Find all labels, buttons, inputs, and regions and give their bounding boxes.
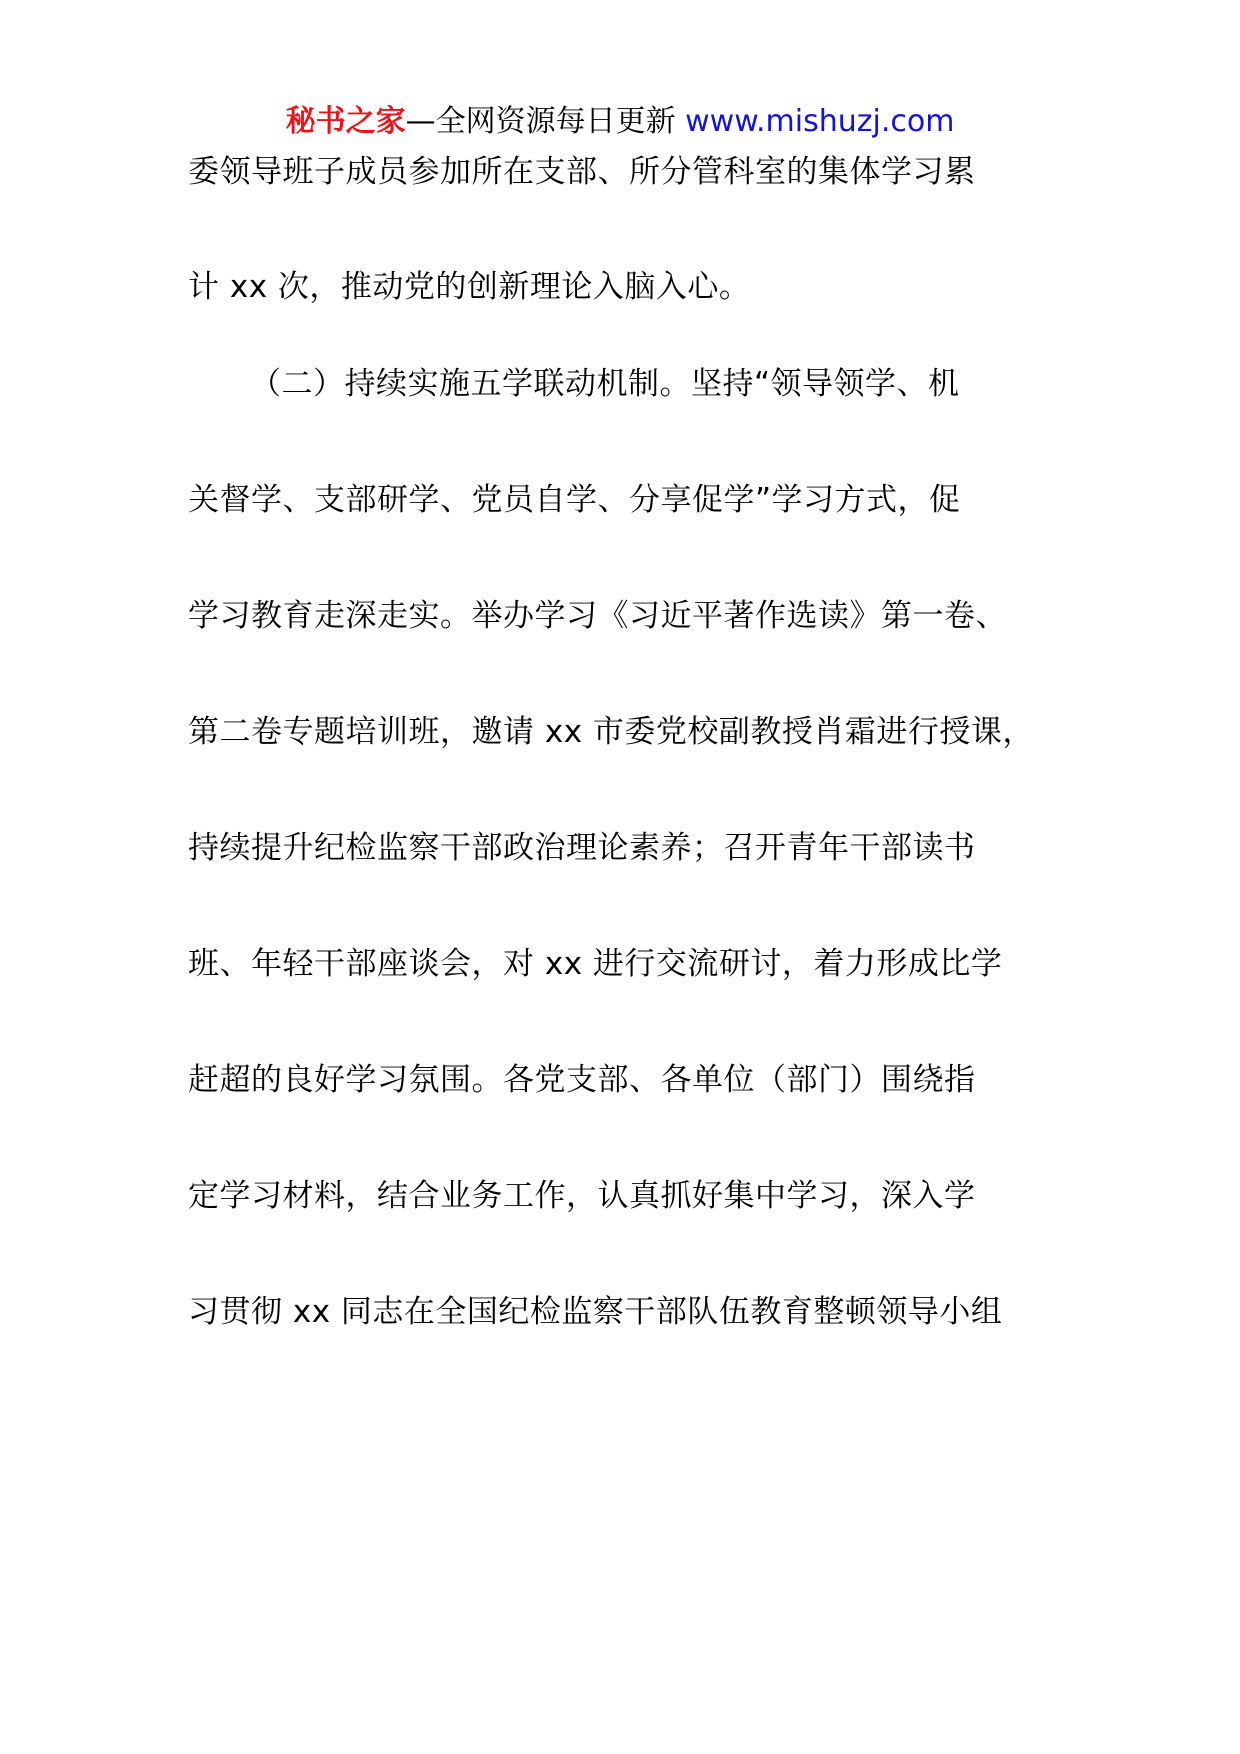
body-text-line: 第二卷专题培训班，邀请 xx 市委党校副教授肖霜进行授课， bbox=[188, 714, 1034, 750]
body-text-line: 习贯彻 xx 同志在全国纪检监察干部队伍教育整顿领导小组 bbox=[188, 1294, 1003, 1330]
body-text-line: 委领导班子成员参加所在支部、所分管科室的集体学习累 bbox=[188, 154, 976, 190]
body-text-line: 学习教育走深走实。举办学习《习近平著作选读》第一卷、 bbox=[188, 598, 1007, 634]
body-text-line: 赶超的良好学习氛围。各党支部、各单位（部门）围绕指 bbox=[188, 1062, 976, 1098]
header-tagline: —全网资源每日更新 bbox=[405, 104, 686, 139]
brand-name: 秘书之家 bbox=[285, 104, 406, 139]
body-text-line: 班、年轻干部座谈会，对 xx 进行交流研讨，着力形成比学 bbox=[188, 946, 1003, 982]
section-heading-line: （二）持续实施五学联动机制。坚持“领导领学、机 bbox=[250, 366, 960, 402]
site-url-link[interactable]: www.mishuzj.com bbox=[685, 104, 955, 139]
body-text-line: 计 xx 次，推动党的创新理论入脑入心。 bbox=[188, 269, 751, 305]
page-header bbox=[0, 102, 1240, 142]
body-text-line: 定学习材料，结合业务工作，认真抓好集中学习，深入学 bbox=[188, 1178, 976, 1214]
body-text-line: 关督学、支部研学、党员自学、分享促学”学习方式，促 bbox=[188, 482, 961, 518]
body-text-line: 持续提升纪检监察干部政治理论素养；召开青年干部读书 bbox=[188, 830, 976, 866]
